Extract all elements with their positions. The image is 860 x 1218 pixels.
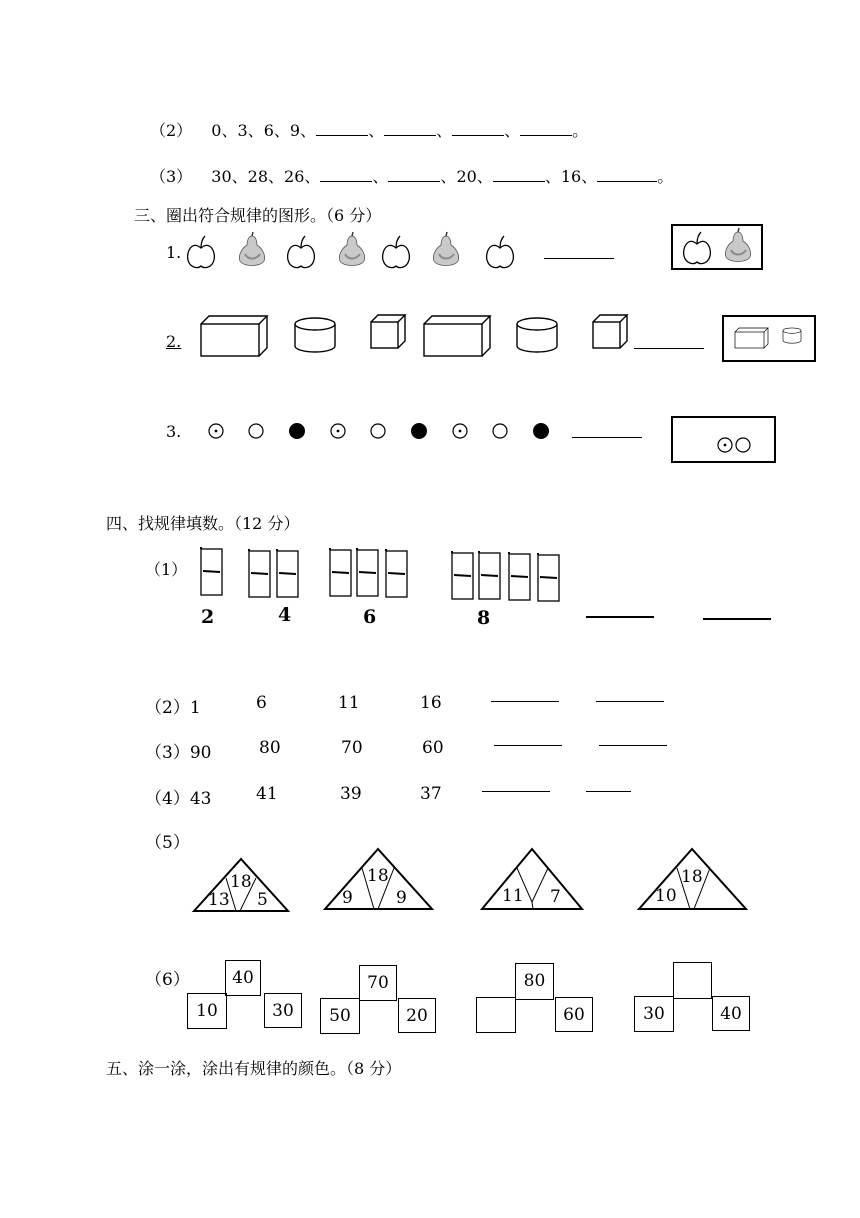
q1-count: 4	[278, 604, 292, 626]
box-left[interactable]	[476, 997, 516, 1033]
cuboid-icon[interactable]	[201, 316, 267, 356]
q6-label: （6）	[145, 970, 190, 990]
apple-icon[interactable]	[188, 236, 215, 268]
q4-label: （4）43	[145, 789, 212, 809]
filled-circle-icon[interactable]	[411, 423, 427, 439]
q3-term: 80	[259, 738, 281, 758]
q4-term: 39	[340, 784, 362, 804]
filled-circle-icon[interactable]	[289, 423, 305, 439]
answer-blank[interactable]	[703, 618, 771, 620]
filled-circle-icon[interactable]	[533, 423, 549, 439]
answer-blank[interactable]	[586, 791, 631, 792]
cube-icon[interactable]	[593, 315, 627, 348]
cylinder-icon[interactable]	[517, 318, 557, 352]
row1-label: 1.	[166, 243, 182, 262]
number-triangle	[482, 849, 582, 909]
pear-icon[interactable]	[339, 232, 364, 266]
row2-sequence	[0, 306, 640, 366]
box-left: 50	[320, 998, 360, 1034]
q4-term: 41	[256, 784, 278, 804]
answer-blank[interactable]	[597, 167, 657, 182]
box-top[interactable]	[673, 962, 712, 999]
dotted-circle-icon[interactable]	[331, 424, 345, 438]
section3-heading: 三、圈出符合规律的图形。（6 分）	[134, 206, 382, 225]
answer-blank[interactable]	[316, 121, 368, 136]
circle-icon[interactable]	[493, 424, 507, 438]
circle-icon[interactable]	[736, 438, 750, 452]
apple-icon[interactable]	[487, 236, 514, 268]
apple-icon[interactable]	[383, 236, 410, 268]
row1-answer-blank[interactable]	[544, 258, 614, 259]
box-right: 60	[555, 997, 593, 1032]
section5-heading: 五、涂一涂，涂出有规律的颜色。（8 分）	[106, 1059, 402, 1078]
answer-blank[interactable]	[491, 701, 559, 702]
row2-answer-blank[interactable]	[634, 348, 704, 349]
answer-blank[interactable]	[586, 616, 654, 618]
circle-icon[interactable]	[371, 424, 385, 438]
box-right: 40	[712, 996, 750, 1031]
row3-answer-blank[interactable]	[572, 437, 642, 438]
seq-q3: （3） 30、28、26、 、 、20、 、16、 。	[150, 167, 674, 186]
section4-heading: 四、找规律填数。（12 分）	[106, 514, 300, 533]
row3-label: 3.	[166, 422, 182, 441]
q1-figures	[0, 543, 600, 603]
row1-sequence	[0, 228, 600, 288]
q1-count: 2	[201, 606, 215, 628]
q3-term: 70	[341, 738, 363, 758]
seq-q2: （2） 0、3、6、9、 、 、 、 。	[150, 121, 589, 140]
box-right: 20	[398, 998, 436, 1033]
box-top: 40	[225, 960, 261, 996]
triangle-top-value: 18	[367, 866, 389, 886]
answer-blank[interactable]	[599, 745, 667, 746]
circle-icon[interactable]	[249, 424, 263, 438]
row3-sequence	[0, 416, 560, 446]
row2-label: 2.	[166, 332, 182, 351]
answer-blank[interactable]	[482, 791, 550, 792]
q2-term: 16	[420, 693, 442, 713]
stick-figure-2	[249, 549, 298, 597]
q1-count: 6	[363, 606, 377, 628]
cuboid-icon[interactable]	[735, 328, 768, 348]
stick-figure-1	[201, 547, 222, 595]
apple-icon[interactable]	[684, 232, 711, 264]
answer-blank[interactable]	[596, 701, 664, 702]
cuboid-icon[interactable]	[424, 316, 490, 356]
q3-term: 60	[422, 738, 444, 758]
q1-label: （1）	[145, 560, 188, 579]
row3-options	[671, 416, 776, 463]
box-left: 30	[634, 996, 674, 1032]
triangle-right-value: 5	[257, 890, 268, 910]
q2-term: 11	[338, 693, 360, 713]
triangle-top-value: 18	[681, 867, 703, 887]
answer-blank[interactable]	[452, 121, 504, 136]
q2-term: 6	[256, 693, 267, 713]
dotted-circle-icon[interactable]	[453, 424, 467, 438]
stick-figure-3	[330, 548, 407, 597]
q3-label: （3）90	[145, 743, 212, 763]
q2-label: （2）1	[145, 698, 201, 718]
answer-blank[interactable]	[384, 121, 436, 136]
pear-icon[interactable]	[239, 232, 264, 266]
triangle-top-value: 18	[230, 872, 252, 892]
cylinder-icon[interactable]	[295, 318, 335, 352]
stick-figure-4	[452, 551, 559, 601]
answer-blank[interactable]	[320, 167, 372, 182]
dotted-circle-icon[interactable]	[718, 438, 732, 452]
cube-icon[interactable]	[371, 315, 405, 348]
row2-options	[722, 315, 816, 362]
pear-icon[interactable]	[725, 228, 750, 262]
box-top: 80	[515, 963, 554, 1000]
triangle-left-value: 10	[655, 886, 677, 906]
box-left: 10	[187, 993, 227, 1029]
row1-options	[671, 224, 771, 274]
answer-blank[interactable]	[520, 121, 572, 136]
triangle-left-value: 11	[502, 886, 524, 906]
answer-blank[interactable]	[388, 167, 440, 182]
q5-label: （5）	[145, 833, 190, 853]
apple-icon[interactable]	[288, 236, 315, 268]
triangle-left-value: 13	[208, 890, 230, 910]
q1-count: 8	[477, 607, 491, 629]
answer-blank[interactable]	[494, 745, 562, 746]
box-top: 70	[359, 965, 397, 1001]
box-right: 30	[264, 993, 302, 1028]
q5-triangles	[0, 840, 860, 930]
q4-term: 37	[420, 784, 442, 804]
triangle-right-value: 9	[396, 888, 407, 908]
dotted-circle-icon[interactable]	[209, 424, 223, 438]
triangle-left-value: 9	[342, 888, 353, 908]
answer-blank[interactable]	[493, 167, 545, 182]
pear-icon[interactable]	[433, 232, 458, 266]
cylinder-icon[interactable]	[783, 328, 801, 343]
triangle-right-value: 7	[550, 887, 561, 907]
